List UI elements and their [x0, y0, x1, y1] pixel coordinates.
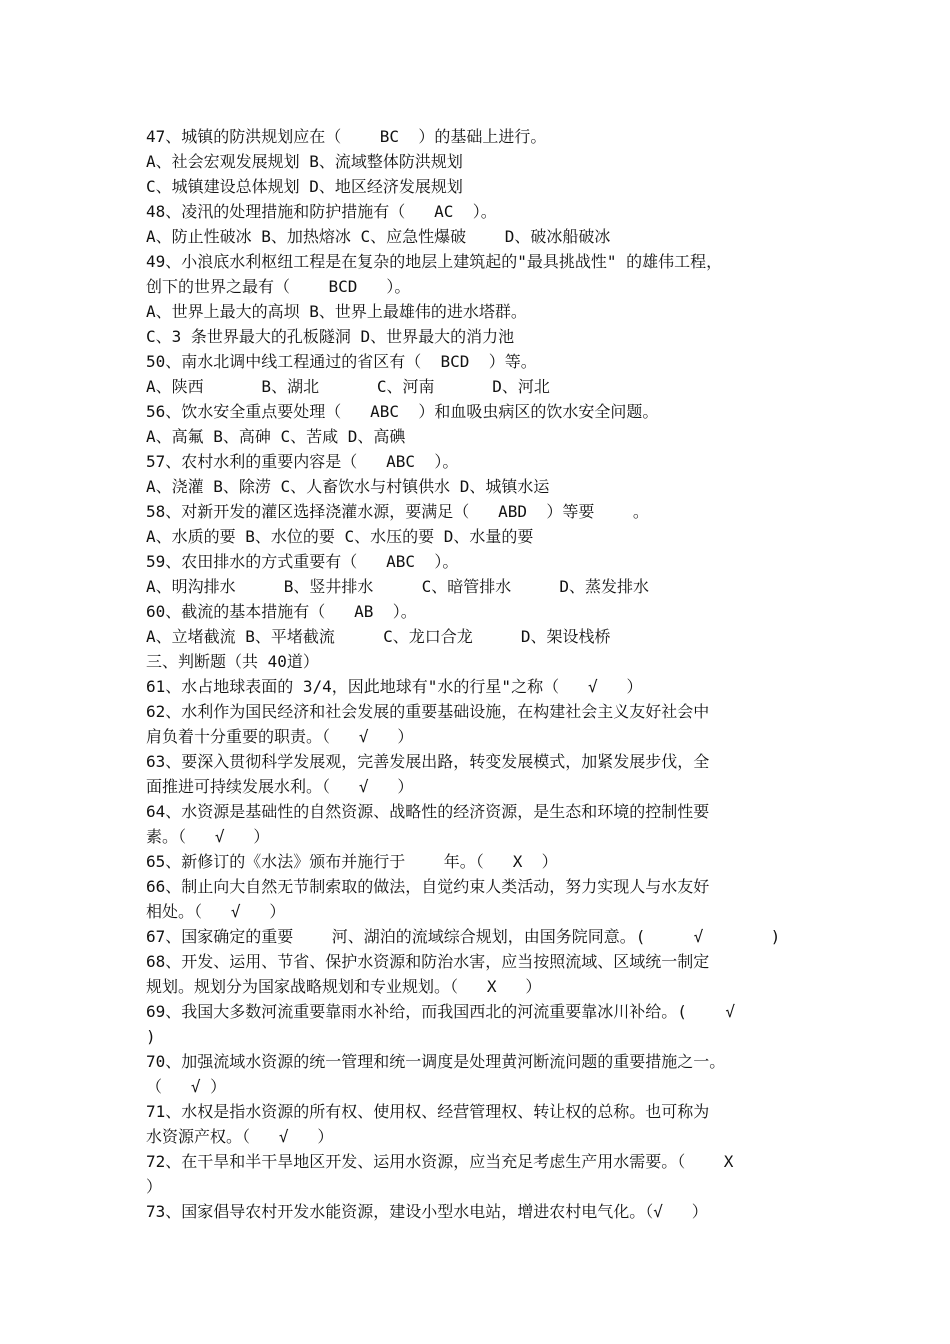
text-line: 60、截流的基本措施有（ AB ）。	[146, 602, 417, 621]
text-line: 素。（ √ ）	[146, 827, 270, 846]
text-line: A、明沟排水 B、竖井排水 C、暗管排水 D、蒸发排水	[146, 577, 650, 596]
text-line: 创下的世界之最有（ BCD ）。	[146, 277, 411, 296]
text-line: 59、农田排水的方式重要有（ ABC ）。	[146, 552, 459, 571]
text-line: 49、小浪底水利枢纽工程是在复杂的地层上建筑起的"最具挑战性" 的雄伟工程，	[146, 252, 723, 271]
text-line: C、城镇建设总体规划 D、地区经济发展规划	[146, 177, 463, 196]
text-line: A、高氟 B、高砷 C、苦咸 D、高碘	[146, 427, 406, 446]
text-line: 水资源产权。（ √ ）	[146, 1127, 334, 1146]
text-line: 63、要深入贯彻科学发展观，完善发展出路，转变发展模式，加紧发展步伐，全	[146, 752, 710, 771]
text-line: 48、凌汛的处理措施和防护措施有（ AC ）。	[146, 202, 497, 221]
text-line: 68、开发、运用、节省、保护水资源和防治水害，应当按照流域、区域统一制定	[146, 952, 710, 971]
text-line: （ √ ）	[146, 1077, 227, 1096]
text-line: A、防止性破冰 B、加热熔冰 C、应急性爆破 D、破冰船破冰	[146, 227, 611, 246]
text-line: 肩负着十分重要的职责。（ √ ）	[146, 727, 414, 746]
text-line: 50、南水北调中线工程通过的省区有（ BCD ）等。	[146, 352, 537, 371]
text-line: 72、在干旱和半干旱地区开发、运用水资源，应当充足考虑生产用水需要。（ X	[146, 1152, 734, 1171]
text-line: A、世界上最大的高坝 B、世界上最雄伟的进水塔群。	[146, 302, 527, 321]
text-line: 61、水占地球表面的 3/4，因此地球有"水的行星"之称（ √ ）	[146, 677, 643, 696]
text-line: 面推进可持续发展水利。（ √ ）	[146, 777, 414, 796]
text-line: 70、加强流域水资源的统一管理和统一调度是处理黄河断流问题的重要措施之一。	[146, 1052, 726, 1071]
text-line: A、立堵截流 B、平堵截流 C、龙口合龙 D、架设栈桥	[146, 627, 611, 646]
text-line: A、水质的要 B、水位的要 C、水压的要 D、水量的要	[146, 527, 534, 546]
text-line: 69、我国大多数河流重要靠雨水补给，而我国西北的河流重要靠冰川补给。( √	[146, 1002, 736, 1021]
document-page	[146, 124, 814, 1224]
text-line: 57、农村水利的重要内容是（ ABC ）。	[146, 452, 459, 471]
text-line: C、3 条世界最大的孔板隧洞 D、世界最大的消力池	[146, 327, 515, 346]
text-line: A、浇灌 B、除涝 C、人畜饮水与村镇供水 D、城镇水运	[146, 477, 550, 496]
text-line: )	[146, 1027, 156, 1046]
text-line: 规划。规划分为国家战略规划和专业规划。（ X ）	[146, 977, 542, 996]
text-line: 65、新修订的《水法》颁布并施行于 年。（ X ）	[146, 852, 558, 871]
text-line: 64、水资源是基础性的自然资源、战略性的经济资源，是生态和环境的控制性要	[146, 802, 710, 821]
text-line: 相处。（ √ ）	[146, 902, 286, 921]
text-line: ）	[146, 1177, 163, 1196]
text-line: 67、国家确定的重要 河、湖泊的流域综合规划，由国务院同意。( √ )	[146, 927, 781, 946]
text-line: 56、饮水安全重点要处理（ ABC ）和血吸虫病区的饮水安全问题。	[146, 402, 659, 421]
text-line: 58、对新开发的灌区选择浇灌水源，要满足（ ABD ）等要 。	[146, 502, 649, 521]
text-line: A、社会宏观发展规划 B、流域整体防洪规划	[146, 152, 463, 171]
text-line: 47、城镇的防洪规划应在（ BC ）的基础上进行。	[146, 127, 547, 146]
text-line: 三、判断题（共 40道）	[146, 652, 319, 671]
text-line: 66、制止向大自然无节制索取的做法，自觉约束人类活动，努力实现人与水友好	[146, 877, 710, 896]
text-line: 71、水权是指水资源的所有权、使用权、经营管理权、转让权的总称。也可称为	[146, 1102, 710, 1121]
text-line: 73、国家倡导农村开发水能资源，建设小型水电站，增进农村电气化。（√ ）	[146, 1202, 708, 1221]
text-line: 62、水利作为国民经济和社会发展的重要基础设施，在构建社会主义友好社会中	[146, 702, 710, 721]
text-line: A、陕西 B、湖北 C、河南 D、河北	[146, 377, 550, 396]
